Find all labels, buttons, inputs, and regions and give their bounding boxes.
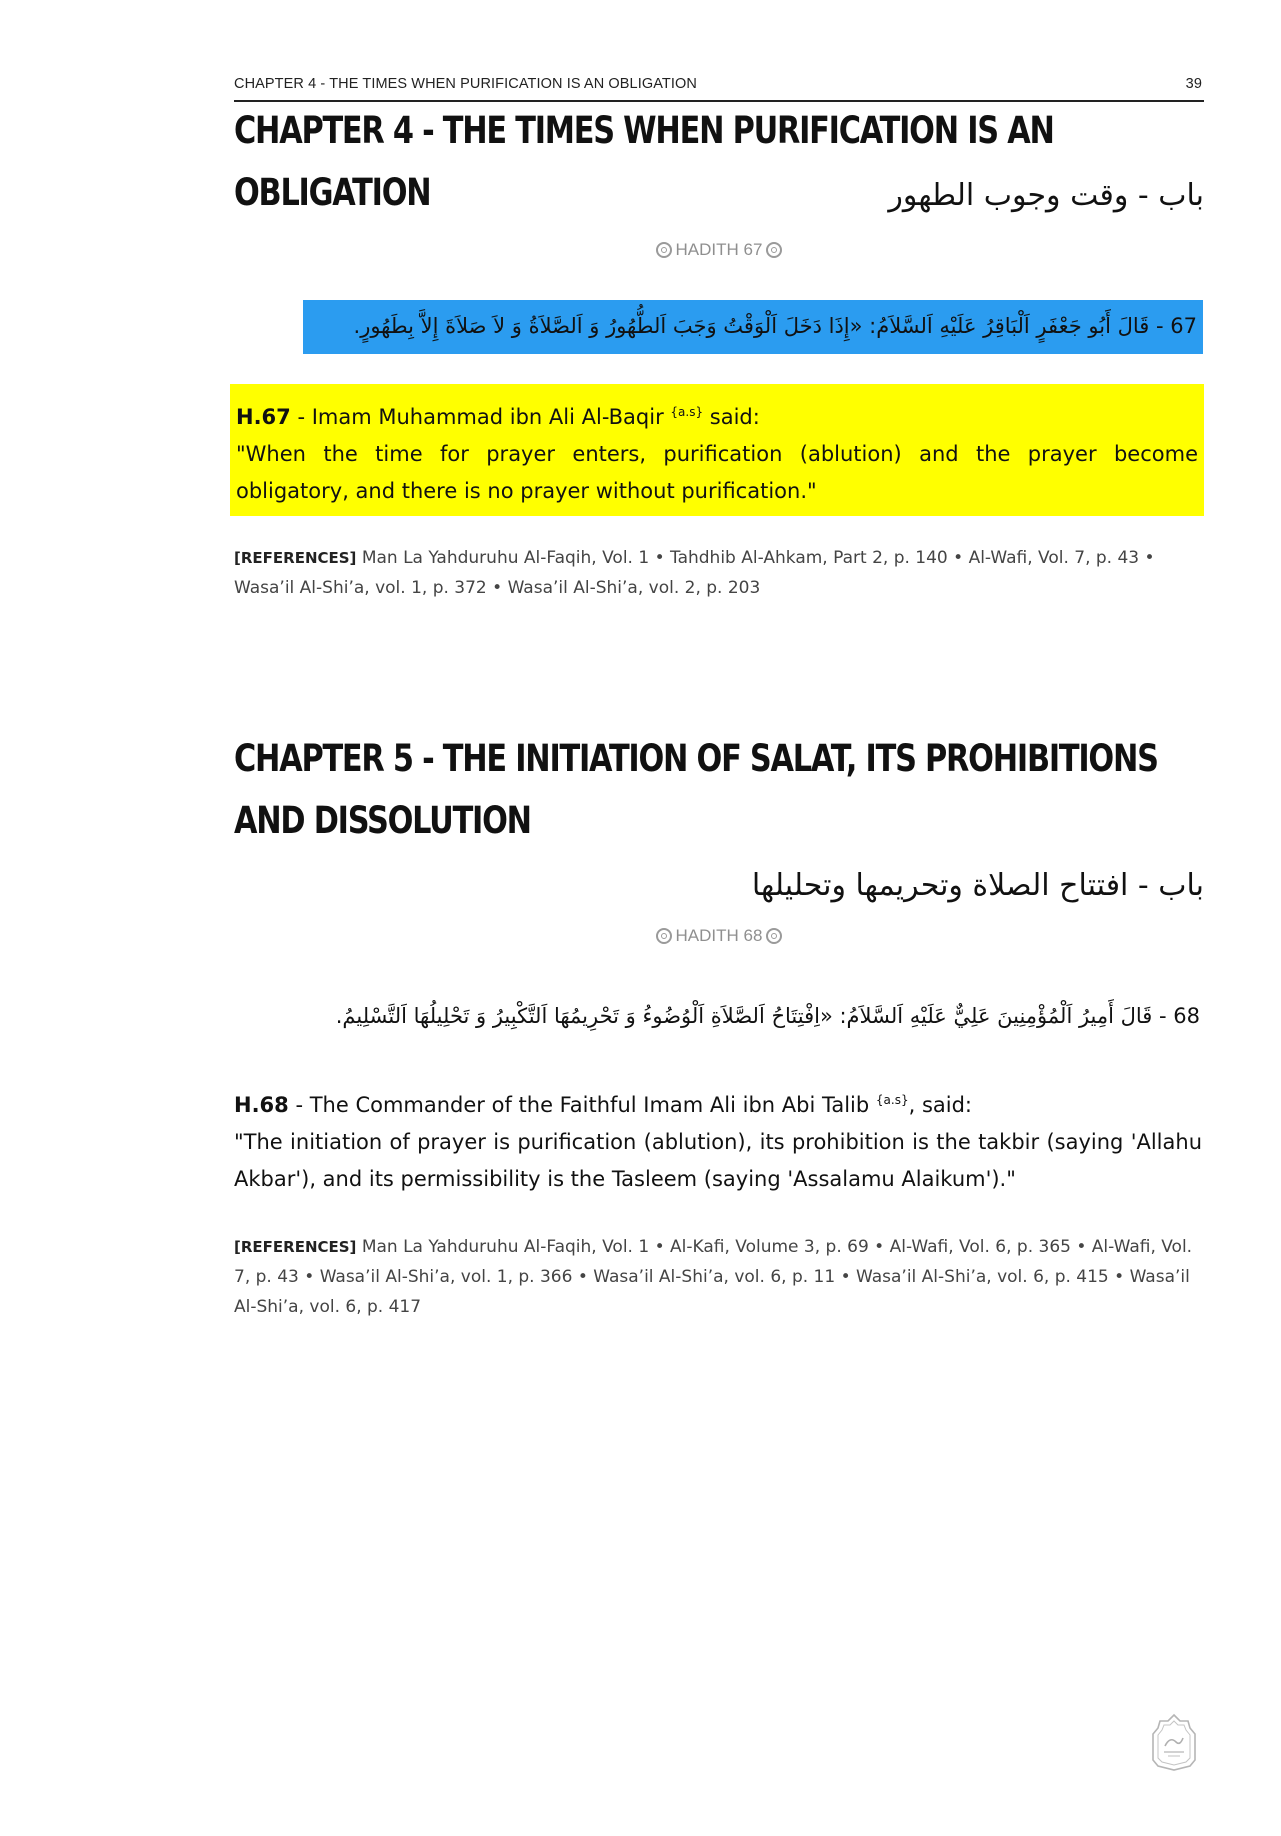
hadith-68-arabic-text: 68 - قَالَ أَمِيرُ اَلْمُؤْمِنِينَ عَلِيٌّ عَلَيْهِ اَلسَّلاَمُ: «اِفْتِتَاحُ اَلصَّلاَةِ اَلْوُضُوءُ وَ تَحْرِيمُهَا اَلتَّكْبِيرُ وَ تَحْلِيلُهَا اَلتَّسْلِيمُ. [335, 1004, 1200, 1028]
ornament-icon [766, 928, 782, 944]
references-text: Man La Yahduruhu Al-Faqih, Vol. 1 • Tahdhib Al-Ahkam, Part 2, p. 140 • Al-Wafi, Vol. 7, p. 43 • Wasa’il Al-Shi’a, vol. 1, p. 372 • Wasa’il Al-Shi’a, vol. 2, p. 203 [234, 548, 1155, 598]
hadith-68-references [234, 1232, 1202, 1322]
hadith-67-said: said: [703, 405, 760, 429]
hadith-68-narrator: - The Commander of the Faithful Imam Ali ibn Abi Talib [288, 1093, 876, 1117]
hadith-67-label-text: HADITH 67 [675, 240, 763, 259]
chapter-4-title: CHAPTER 4 - THE TIMES WHEN PURIFICATION IS AN OBLIGATION [234, 109, 1054, 214]
chapter-5-arabic-title: باب - افتتاح الصلاة وتحريمها وتحليلها [751, 868, 1204, 903]
running-header-title: CHAPTER 4 - THE TIMES WHEN PURIFICATION IS AN OBLIGATION [234, 76, 697, 92]
ornament-icon [656, 242, 672, 258]
hadith-67-quote: "When the time for prayer enters, purification (ablution) and the prayer become obligatory, and there is no prayer without purification." [236, 442, 1198, 503]
hadith-67-references [234, 543, 1202, 603]
ornament-icon [766, 242, 782, 258]
hadith-67-honorific: {a.s} [670, 405, 704, 419]
running-header [234, 74, 1204, 102]
hadith-67-arabic-text: 67 - قَالَ أَبُو جَعْفَرٍ اَلْبَاقِرُ عَلَيْهِ اَلسَّلاَمُ: «إِذَا دَخَلَ اَلْوَقْتُ وَجَبَ اَلطُّهُورُ وَ اَلصَّلاَةُ وَ لاَ صَلاَةَ إِلاَّ بِطَهُورٍ. [303, 300, 1203, 354]
page-number: 39 [1185, 76, 1202, 92]
hadith-68-label-text: HADITH 68 [675, 926, 763, 945]
hadith-67-narrator: - Imam Muhammad ibn Ali Al-Baqir [290, 405, 671, 429]
hadith-67-translation [230, 384, 1204, 516]
hadith-68-number: H.68 [234, 1093, 289, 1117]
hadith-67-number: H.67 [236, 405, 291, 429]
hadith-68-honorific: {a.s} [875, 1093, 909, 1107]
hadith-68-label [234, 926, 1204, 946]
hadith-68-translation [234, 1082, 1202, 1198]
hadith-68-said: , said: [908, 1093, 972, 1117]
hadith-67-label [234, 240, 1204, 260]
chapter-4-arabic-title: باب - وقت وجوب الطهور [888, 178, 1204, 213]
references-tag: [REFERENCES] [234, 549, 357, 567]
references-text: Man La Yahduruhu Al-Faqih, Vol. 1 • Al-Kafi, Volume 3, p. 69 • Al-Wafi, Vol. 6, p. 365 • Al-Wafi, Vol. 7, p. 43 • Wasa’il Al-Shi’a, vol. 1, p. 366 • Wasa’il Al-Shi’a, vol. 6, p. 11 • Wasa’il Al-Shi’a, vol. 6, p. 415 • Wasa’il Al-Shi’a, vol. 6, p. 417 [234, 1237, 1193, 1317]
hadith-68-quote: "The initiation of prayer is purification (ablution), its prohibition is the takbir (saying 'Allahu Akbar'), and its permissibility is the Tasleem (saying 'Assalamu Alaikum')." [234, 1130, 1202, 1191]
references-tag: [REFERENCES] [234, 1238, 357, 1256]
publisher-logo [1150, 1712, 1198, 1774]
ornament-icon [656, 928, 672, 944]
chapter-5-title: CHAPTER 5 - THE INITIATION OF SALAT, ITS PROHIBITIONS AND DISSOLUTION [234, 737, 1158, 842]
